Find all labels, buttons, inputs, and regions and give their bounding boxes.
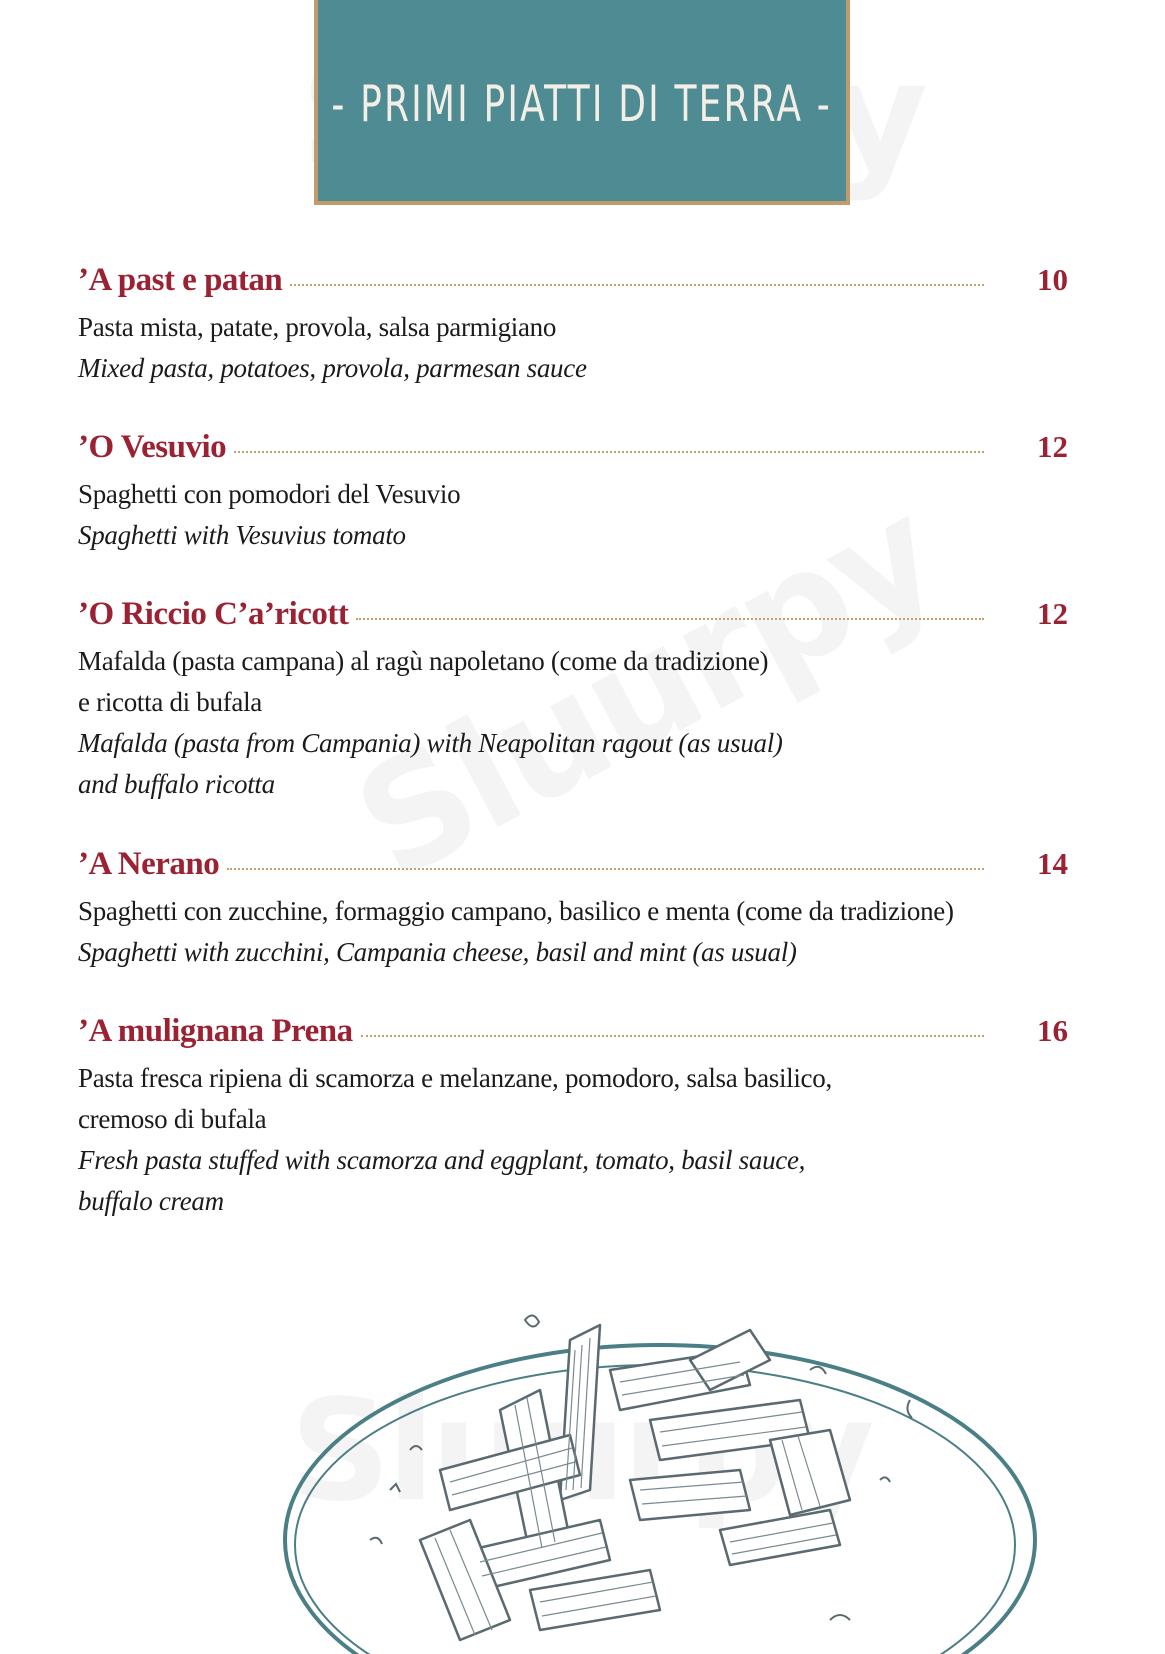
dish-description-italian: cremoso di bufala bbox=[78, 1104, 267, 1134]
menu-item bbox=[78, 846, 1068, 1013]
dish-description-english: Mixed pasta, potatoes, provola, parmesan sauce bbox=[78, 353, 587, 383]
dish-description-italian: Pasta mista, patate, provola, salsa parmigiano bbox=[78, 312, 557, 342]
dotted-leader bbox=[356, 618, 984, 620]
dish-name: ’A past e patan bbox=[78, 262, 283, 298]
dish-price: 16 bbox=[1037, 1013, 1068, 1048]
dish-price: 14 bbox=[1037, 846, 1068, 881]
menu-list bbox=[78, 262, 1068, 1263]
section-title: - PRIMI PIATTI DI TERRA - bbox=[331, 74, 833, 133]
dish-name: ’O Riccio C’a’ricott bbox=[78, 596, 349, 632]
dotted-leader bbox=[361, 1035, 984, 1037]
dish-description-italian: e ricotta di bufala bbox=[78, 687, 262, 717]
dish-name: ’A mulignana Prena bbox=[78, 1013, 353, 1049]
dish-description-english: and buffalo ricotta bbox=[78, 769, 275, 799]
section-header-banner bbox=[314, 0, 850, 205]
dish-name: ’O Vesuvio bbox=[78, 429, 227, 465]
dotted-leader bbox=[227, 868, 984, 870]
menu-item bbox=[78, 262, 1068, 429]
pasta-plate-illustration bbox=[270, 1290, 1040, 1654]
menu-item bbox=[78, 1013, 1068, 1263]
dish-description-italian: Pasta fresca ripiena di scamorza e melanzane, pomodoro, salsa basilico, bbox=[78, 1063, 832, 1093]
dish-description-italian: Mafalda (pasta campana) al ragù napoletano (come da tradizione) bbox=[78, 646, 769, 676]
dish-description-english: Spaghetti with zucchini, Campania cheese, basil and mint (as usual) bbox=[78, 937, 797, 967]
dish-description-english: Fresh pasta stuffed with scamorza and eggplant, tomato, basil sauce, bbox=[78, 1145, 806, 1175]
dotted-leader bbox=[290, 284, 984, 286]
dish-description-english: Mafalda (pasta from Campania) with Neapolitan ragout (as usual) bbox=[78, 728, 783, 758]
dish-description-italian: Spaghetti con zucchine, formaggio campano, basilico e menta (come da tradizione) bbox=[78, 896, 954, 926]
dish-name: ’A Nerano bbox=[78, 846, 220, 882]
dotted-leader bbox=[234, 451, 984, 453]
dish-price: 12 bbox=[1037, 429, 1068, 464]
dish-description-english: buffalo cream bbox=[78, 1186, 224, 1216]
dish-description-english: Spaghetti with Vesuvius tomato bbox=[78, 520, 406, 550]
menu-item bbox=[78, 596, 1068, 846]
dish-description-italian: Spaghetti con pomodori del Vesuvio bbox=[78, 479, 461, 509]
menu-item bbox=[78, 429, 1068, 596]
dish-price: 12 bbox=[1037, 596, 1068, 631]
dish-price: 10 bbox=[1037, 262, 1068, 297]
